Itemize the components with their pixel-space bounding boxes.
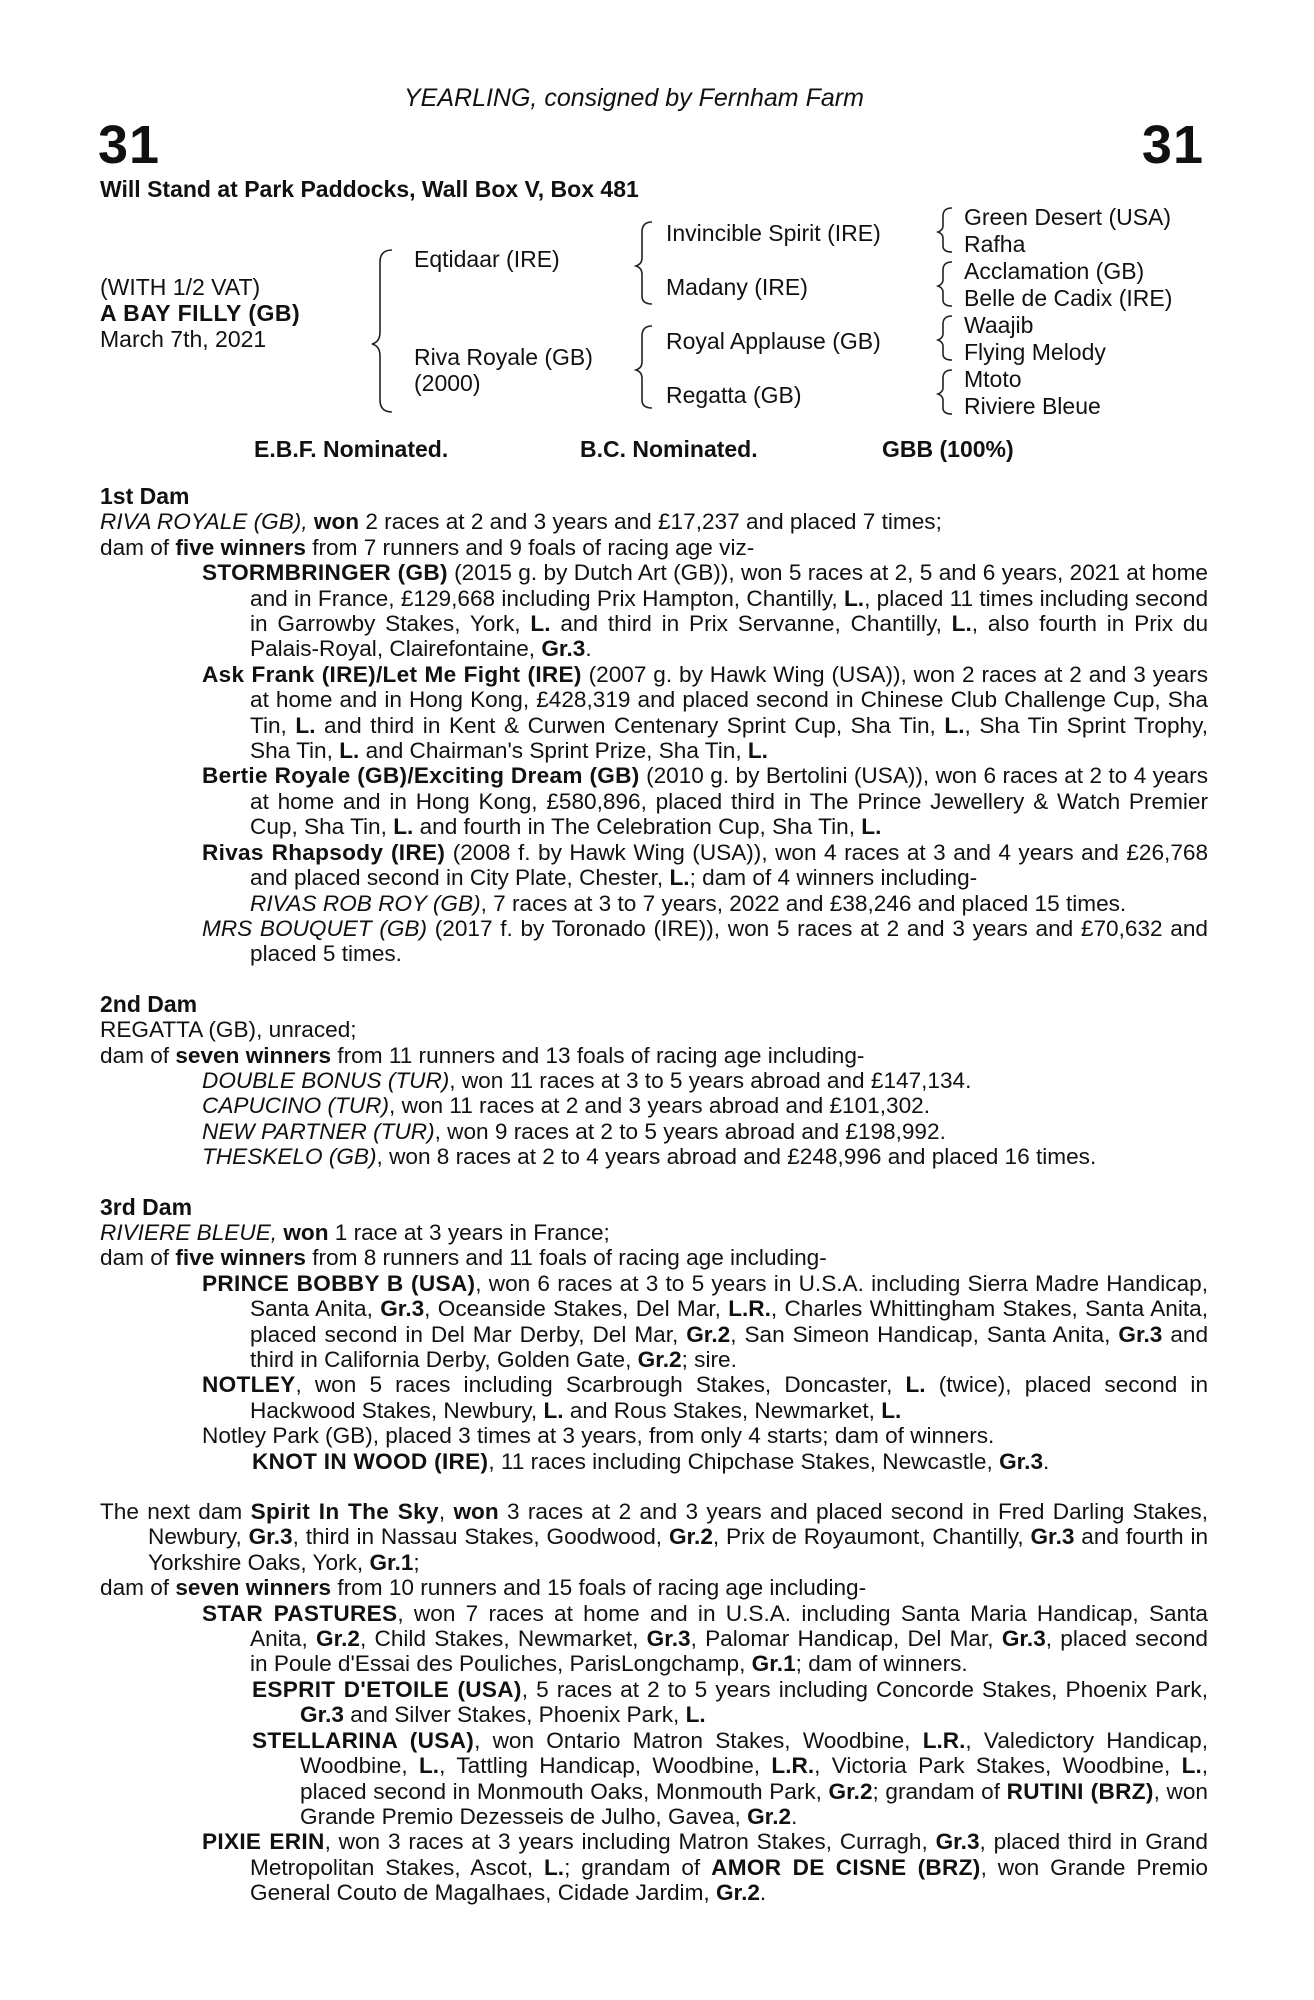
first-dam-produce-line: dam of five winners from 7 runners and 9 foals of racing age viz- <box>100 534 755 560</box>
produce-esprit-d-etoile: ESPRIT D'ETOILE (USA), 5 races at 2 to 5 years including Concorde Stakes, Phoenix Park, Gr.3 and Silver Stakes, Phoenix Park, L. <box>252 1676 1208 1728</box>
bc-nominated: B.C. Nominated. <box>580 436 758 462</box>
third-dam-produce-line: dam of five winners from 8 runners and 11 foals of racing age including- <box>100 1245 827 1271</box>
brace-dds <box>938 370 952 414</box>
gbb-percentage: GBB (100%) <box>882 436 1014 462</box>
brace-dss <box>938 316 952 360</box>
produce-ask-frank: Ask Frank (IRE)/Let Me Fight (IRE) (2007 g. by Hawk Wing (USA)), won 2 races at 2 and 3 years at home and in Hong Kong, £428,319 and placed second in Chinese Club Challenge Cup, Sha Tin, L. and third in Kent & Curwen Centenary Sprint Cup, Sha Tin, L., Sha Tin Sprint Trophy, Sha Tin, L. and Chairman's Sprint Prize, Sha Tin, L. <box>202 661 1209 764</box>
brace-generation-1 <box>372 250 392 412</box>
dam-name: Riva Royale (GB) <box>414 344 593 370</box>
pedigree-sdd: Belle de Cadix (IRE) <box>964 285 1173 311</box>
pedigree-dsd: Flying Melody <box>964 339 1106 365</box>
sire-name: Eqtidaar (IRE) <box>414 246 560 272</box>
sire-dam: Madany (IRE) <box>666 274 808 300</box>
brace-sire-line <box>636 222 652 304</box>
produce-stellarina: STELLARINA (USA), won Ontario Matron Stakes, Woodbine, L.R., Valedictory Handicap, Woodbine, L., Tattling Handicap, Woodbine, L.R., Victoria Park Stakes, Woodbine, L., placed second in Monmouth Oaks, Monmouth Park, Gr.2; grandam of RUTINI (BRZ), won Grande Premio Dezesseis de Julho, Gavea, Gr.2. <box>252 1727 1209 1829</box>
second-dam-produce-line: dam of seven winners from 11 runners and 13 foals of racing age including- <box>100 1042 865 1068</box>
dam-sire: Royal Applause (GB) <box>666 328 881 354</box>
third-dam-heading: 3rd Dam <box>100 1193 193 1220</box>
first-dam-summary: RIVA ROYALE (GB), won 2 races at 2 and 3 years and £17,237 and placed 7 times; <box>100 509 942 535</box>
brace-sds <box>938 262 952 306</box>
next-dam-summary: The next dam Spirit In The Sky, won 3 races at 2 and 3 years and placed second in Fred Darling Stakes, Newbury, Gr.3, third in Nassau Stakes, Goodwood, Gr.2, Prix de Royaumont, Chantilly, Gr.3 and fourth in Yorkshire Oaks, York, Gr.1; <box>100 1499 1209 1575</box>
produce-rivas-rob-roy: RIVAS ROB ROY (GB), 7 races at 3 to 7 years, 2022 and £38,246 and placed 15 times. <box>250 890 1127 916</box>
produce-rivas-rhapsody: Rivas Rhapsody (IRE) (2008 f. by Hawk Wing (USA)), won 4 races at 3 and 4 years and £26,768 and placed second in City Plate, Chester, L.; dam of 4 winners including- <box>202 839 1209 891</box>
produce-mrs-bouquet: MRS BOUQUET (GB) (2017 f. by Toronado (IRE)), won 5 races at 2 and 3 years and £70,632 and placed 5 times. <box>202 915 1208 967</box>
produce-theskelo: THESKELO (GB), won 8 races at 2 to 4 years abroad and £248,996 and placed 16 times. <box>202 1144 1097 1170</box>
location-line: Will Stand at Park Paddocks, Wall Box V, Box 481 <box>100 176 639 202</box>
second-dam-summary: REGATTA (GB), unraced; <box>100 1017 357 1043</box>
sire-sire: Invincible Spirit (IRE) <box>666 220 881 246</box>
pedigree-sds: Acclamation (GB) <box>964 258 1145 284</box>
produce-pixie-erin: PIXIE ERIN, won 3 races at 3 years including Matron Stakes, Curragh, Gr.3, placed third in Grand Metropolitan Stakes, Ascot, L.; grandam of AMOR DE CISNE (BRZ), won Grande Premio General Couto de Magalhaes, Cidade Jardim, Gr.2. <box>202 1829 1208 1906</box>
consignor-line: YEARLING, consigned by Fernham Farm <box>404 84 864 112</box>
produce-double-bonus: DOUBLE BONUS (TUR), won 11 races at 3 to 5 years abroad and £147,134. <box>202 1067 972 1093</box>
produce-notley-park: Notley Park (GB), placed 3 times at 3 years, from only 4 starts; dam of winners. <box>202 1423 995 1449</box>
ebf-nominated: E.B.F. Nominated. <box>254 436 449 462</box>
produce-prince-bobby-b: PRINCE BOBBY B (USA), won 6 races at 3 to 5 years in U.S.A. including Sierra Madre Handicap, Santa Anita, Gr.3, Oceanside Stakes, Del Mar, L.R., Charles Whittingham Stakes, Santa Anita, placed second in Del Mar Derby, Del Mar, Gr.2, San Simeon Handicap, Santa Anita, Gr.3 and third in California Derby, Golden Gate, Gr.2; sire. <box>202 1270 1209 1372</box>
lot-number-left: 31 <box>98 115 161 175</box>
produce-notley: NOTLEY, won 5 races including Scarbrough Stakes, Doncaster, L. (twice), placed second in Hackwood Stakes, Newbury, L. and Rous Stakes, Newmarket, L. <box>202 1372 1209 1423</box>
brace-dam-line <box>636 326 652 408</box>
vat-note: (WITH 1/2 VAT) <box>100 274 261 300</box>
pedigree-page-body <box>100 484 1208 1906</box>
second-dam-heading: 2nd Dam <box>100 990 198 1017</box>
produce-star-pastures: STAR PASTURES, won 7 races at home and in U.S.A. including Santa Maria Handicap, Santa Anita, Gr.2, Child Stakes, Newmarket, Gr.3, Palomar Handicap, Del Mar, Gr.3, placed second in Poule d'Essai des Pouliches, ParisLongchamp, Gr.1; dam of winners. <box>202 1600 1208 1677</box>
produce-knot-in-wood: KNOT IN WOOD (IRE), 11 races including Chipchase Stakes, Newcastle, Gr.3. <box>252 1448 1050 1474</box>
produce-stormbringer: STORMBRINGER (GB) (2015 g. by Dutch Art (GB)), won 5 races at 2, 5 and 6 years, 2021 at home and in France, £129,668 including Prix Hampton, Chantilly, L., placed 11 times including second in Garrowby Stakes, York, L. and third in Prix Servanne, Chantilly, L., also fourth in Prix du Palais-Royal, Clairefontaine, Gr.3. <box>202 560 1209 662</box>
pedigree-ddd: Riviere Bleue <box>964 393 1101 419</box>
dam-dam: Regatta (GB) <box>666 382 802 408</box>
pedigree-ssd: Rafha <box>964 231 1026 257</box>
first-dam-heading: 1st Dam <box>100 483 190 509</box>
lot-number-right: 31 <box>1141 115 1204 175</box>
produce-capucino: CAPUCINO (TUR), won 11 races at 2 and 3 years abroad and £101,302. <box>202 1093 930 1119</box>
dam-year: (2000) <box>414 370 481 396</box>
pedigree-sss: Green Desert (USA) <box>964 204 1172 230</box>
brace-sss <box>938 208 952 252</box>
third-dam-summary: RIVIERE BLEUE, won 1 race at 3 years in France; <box>100 1219 610 1245</box>
foaled-date: March 7th, 2021 <box>100 326 267 352</box>
pedigree-dds: Mtoto <box>964 366 1022 392</box>
produce-new-partner: NEW PARTNER (TUR), won 9 races at 2 to 5 years abroad and £198,992. <box>202 1118 946 1144</box>
next-dam-produce-line: dam of seven winners from 10 runners and 15 foals of racing age including- <box>100 1575 867 1601</box>
pedigree-dss: Waajib <box>964 312 1034 338</box>
horse-name: A BAY FILLY (GB) <box>100 300 301 326</box>
produce-bertie-royale: Bertie Royale (GB)/Exciting Dream (GB) (2010 g. by Bertolini (USA)), won 6 races at 2 to 4 years at home and in Hong Kong, £580,896, placed third in The Prince Jewellery & Watch Premier Cup, Sha Tin, L. and fourth in The Celebration Cup, Sha Tin, L. <box>202 763 1208 840</box>
